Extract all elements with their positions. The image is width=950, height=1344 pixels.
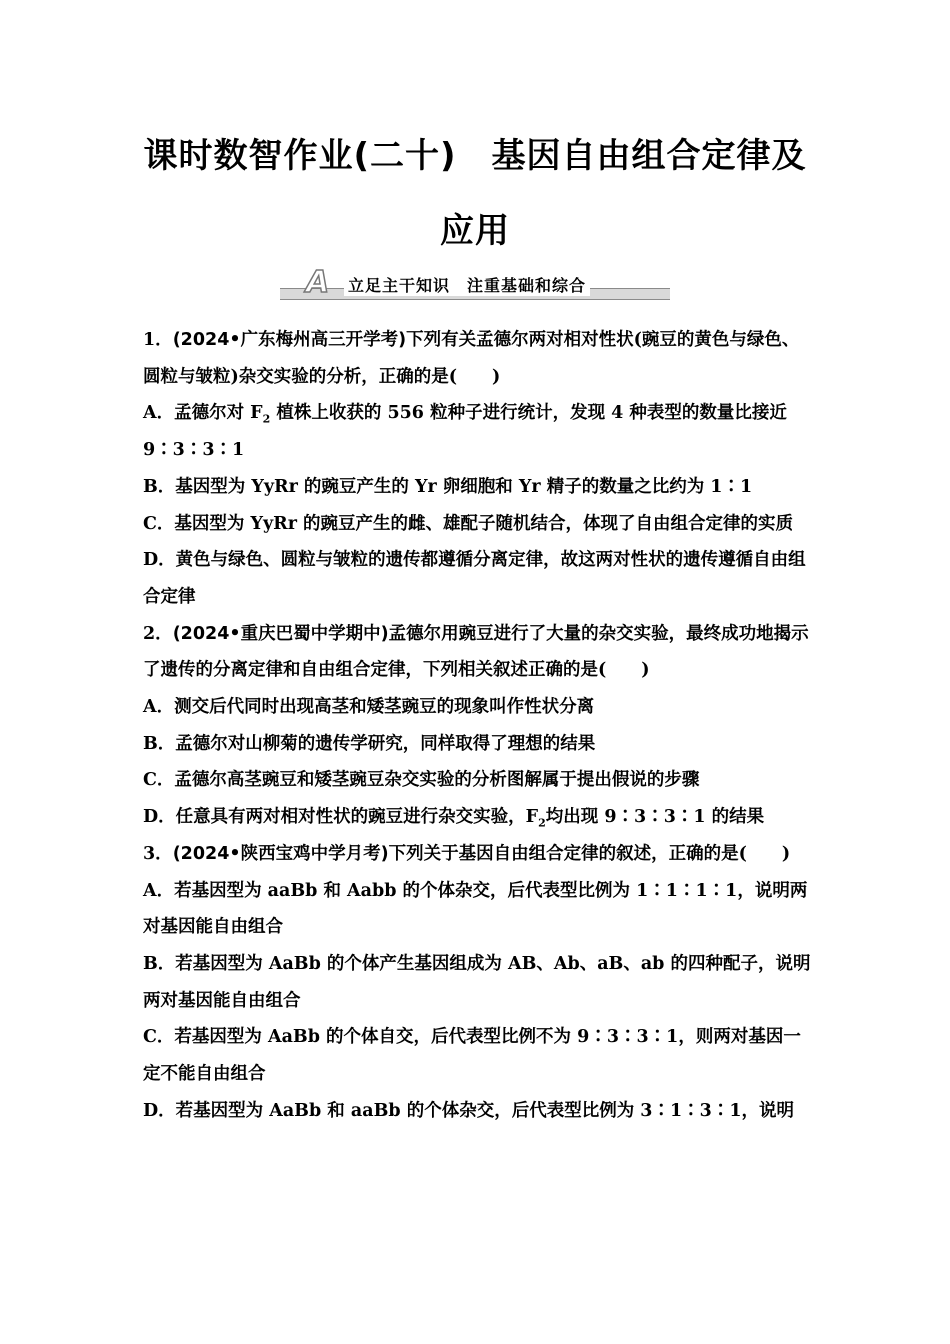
question-stem (143, 836, 811, 873)
question-text: 下列有关孟德尔两对相对性状(豌豆的黄色与绿色、圆粒与皱粒)杂交实验的分析，正确的是( ) (143, 330, 800, 387)
question-source: (2024•陕西宝鸡中学月考) (172, 843, 389, 864)
question-number: 2． (143, 623, 173, 644)
question-list (143, 322, 811, 1129)
subscript: 2 (538, 816, 546, 830)
page-title-continued: 应用 (440, 211, 510, 251)
option-d: D．黄色与绿色、圆粒与皱粒的遗传都遵循分离定律，故这两对性状的遗传遵循自由组合定律 (143, 550, 806, 607)
section-letter-badge: A (306, 265, 330, 300)
option-c: C．若基因型为 AaBb 的个体自交，后代表型比例不为 9∶3∶3∶1，则两对基因一定不能自由组合 (143, 1027, 801, 1085)
option-a (143, 395, 811, 468)
page-title: 课时数智作业(二十) 基因自由组合定律及 (143, 136, 807, 176)
option-a: A．测交后代同时出现高茎和矮茎豌豆的现象叫作性状分离 (143, 697, 595, 718)
option-text: A．孟德尔对 F (143, 403, 263, 424)
option-text: 均出现 9∶3∶3∶1 的结果 (545, 807, 765, 828)
subscript: 2 (262, 412, 271, 426)
option-text: D．任意具有两对相对性状的豌豆进行杂交实验，F (143, 807, 539, 828)
question-stem (143, 322, 811, 395)
question-source: (2024•广东梅州高三开学考) (172, 330, 407, 350)
question-source: (2024•重庆巴蜀中学期中) (172, 623, 389, 644)
option-c: C．孟德尔高茎豌豆和矮茎豌豆杂交实验的分析图解属于提出假说的步骤 (143, 770, 700, 791)
section-label: 立足主干知识 注重基础和综合 (344, 276, 590, 296)
option-a: A．若基因型为 aaBb 和 Aabb 的个体杂交，后代表型比例为 1∶1∶1∶1，说明两对基因能自由组合 (143, 880, 808, 938)
option-text: 植株上收获的 556 粒种子进行统计，发现 4 种表型的数量比接近 9∶3∶3∶1 (143, 403, 787, 461)
section-banner (280, 265, 670, 304)
option-b: B．基因型为 YyRr 的豌豆产生的 Yr 卵细胞和 Yr 精子的数量之比约为 1∶1 (143, 476, 753, 497)
option-d: D．若基因型为 AaBb 和 aaBb 的个体杂交，后代表型比例为 3∶1∶3∶1，说明 (143, 1100, 794, 1121)
question-number: 3． (143, 843, 173, 864)
question-text: 孟德尔用豌豆进行了大量的杂交实验，最终成功地揭示了遗传的分离定律和自由组合定律，下列相关叙述正确的是( ) (143, 623, 809, 681)
option-c: C．基因型为 YyRr 的豌豆产生的雌、雄配子随机结合，体现了自由组合定律的实质 (143, 513, 794, 534)
question-number: 1． (143, 330, 173, 350)
option-b: B．若基因型为 AaBb 的个体产生基因组成为 AB、Ab、aB、ab 的四种配子，说明两对基因能自由组合 (143, 953, 811, 1011)
question-stem (143, 616, 811, 689)
option-d (143, 799, 811, 836)
question-text: 下列关于基因自由组合定律的叙述，正确的是( ) (388, 843, 791, 864)
option-b: B．孟德尔对山柳菊的遗传学研究，同样取得了理想的结果 (143, 733, 596, 754)
